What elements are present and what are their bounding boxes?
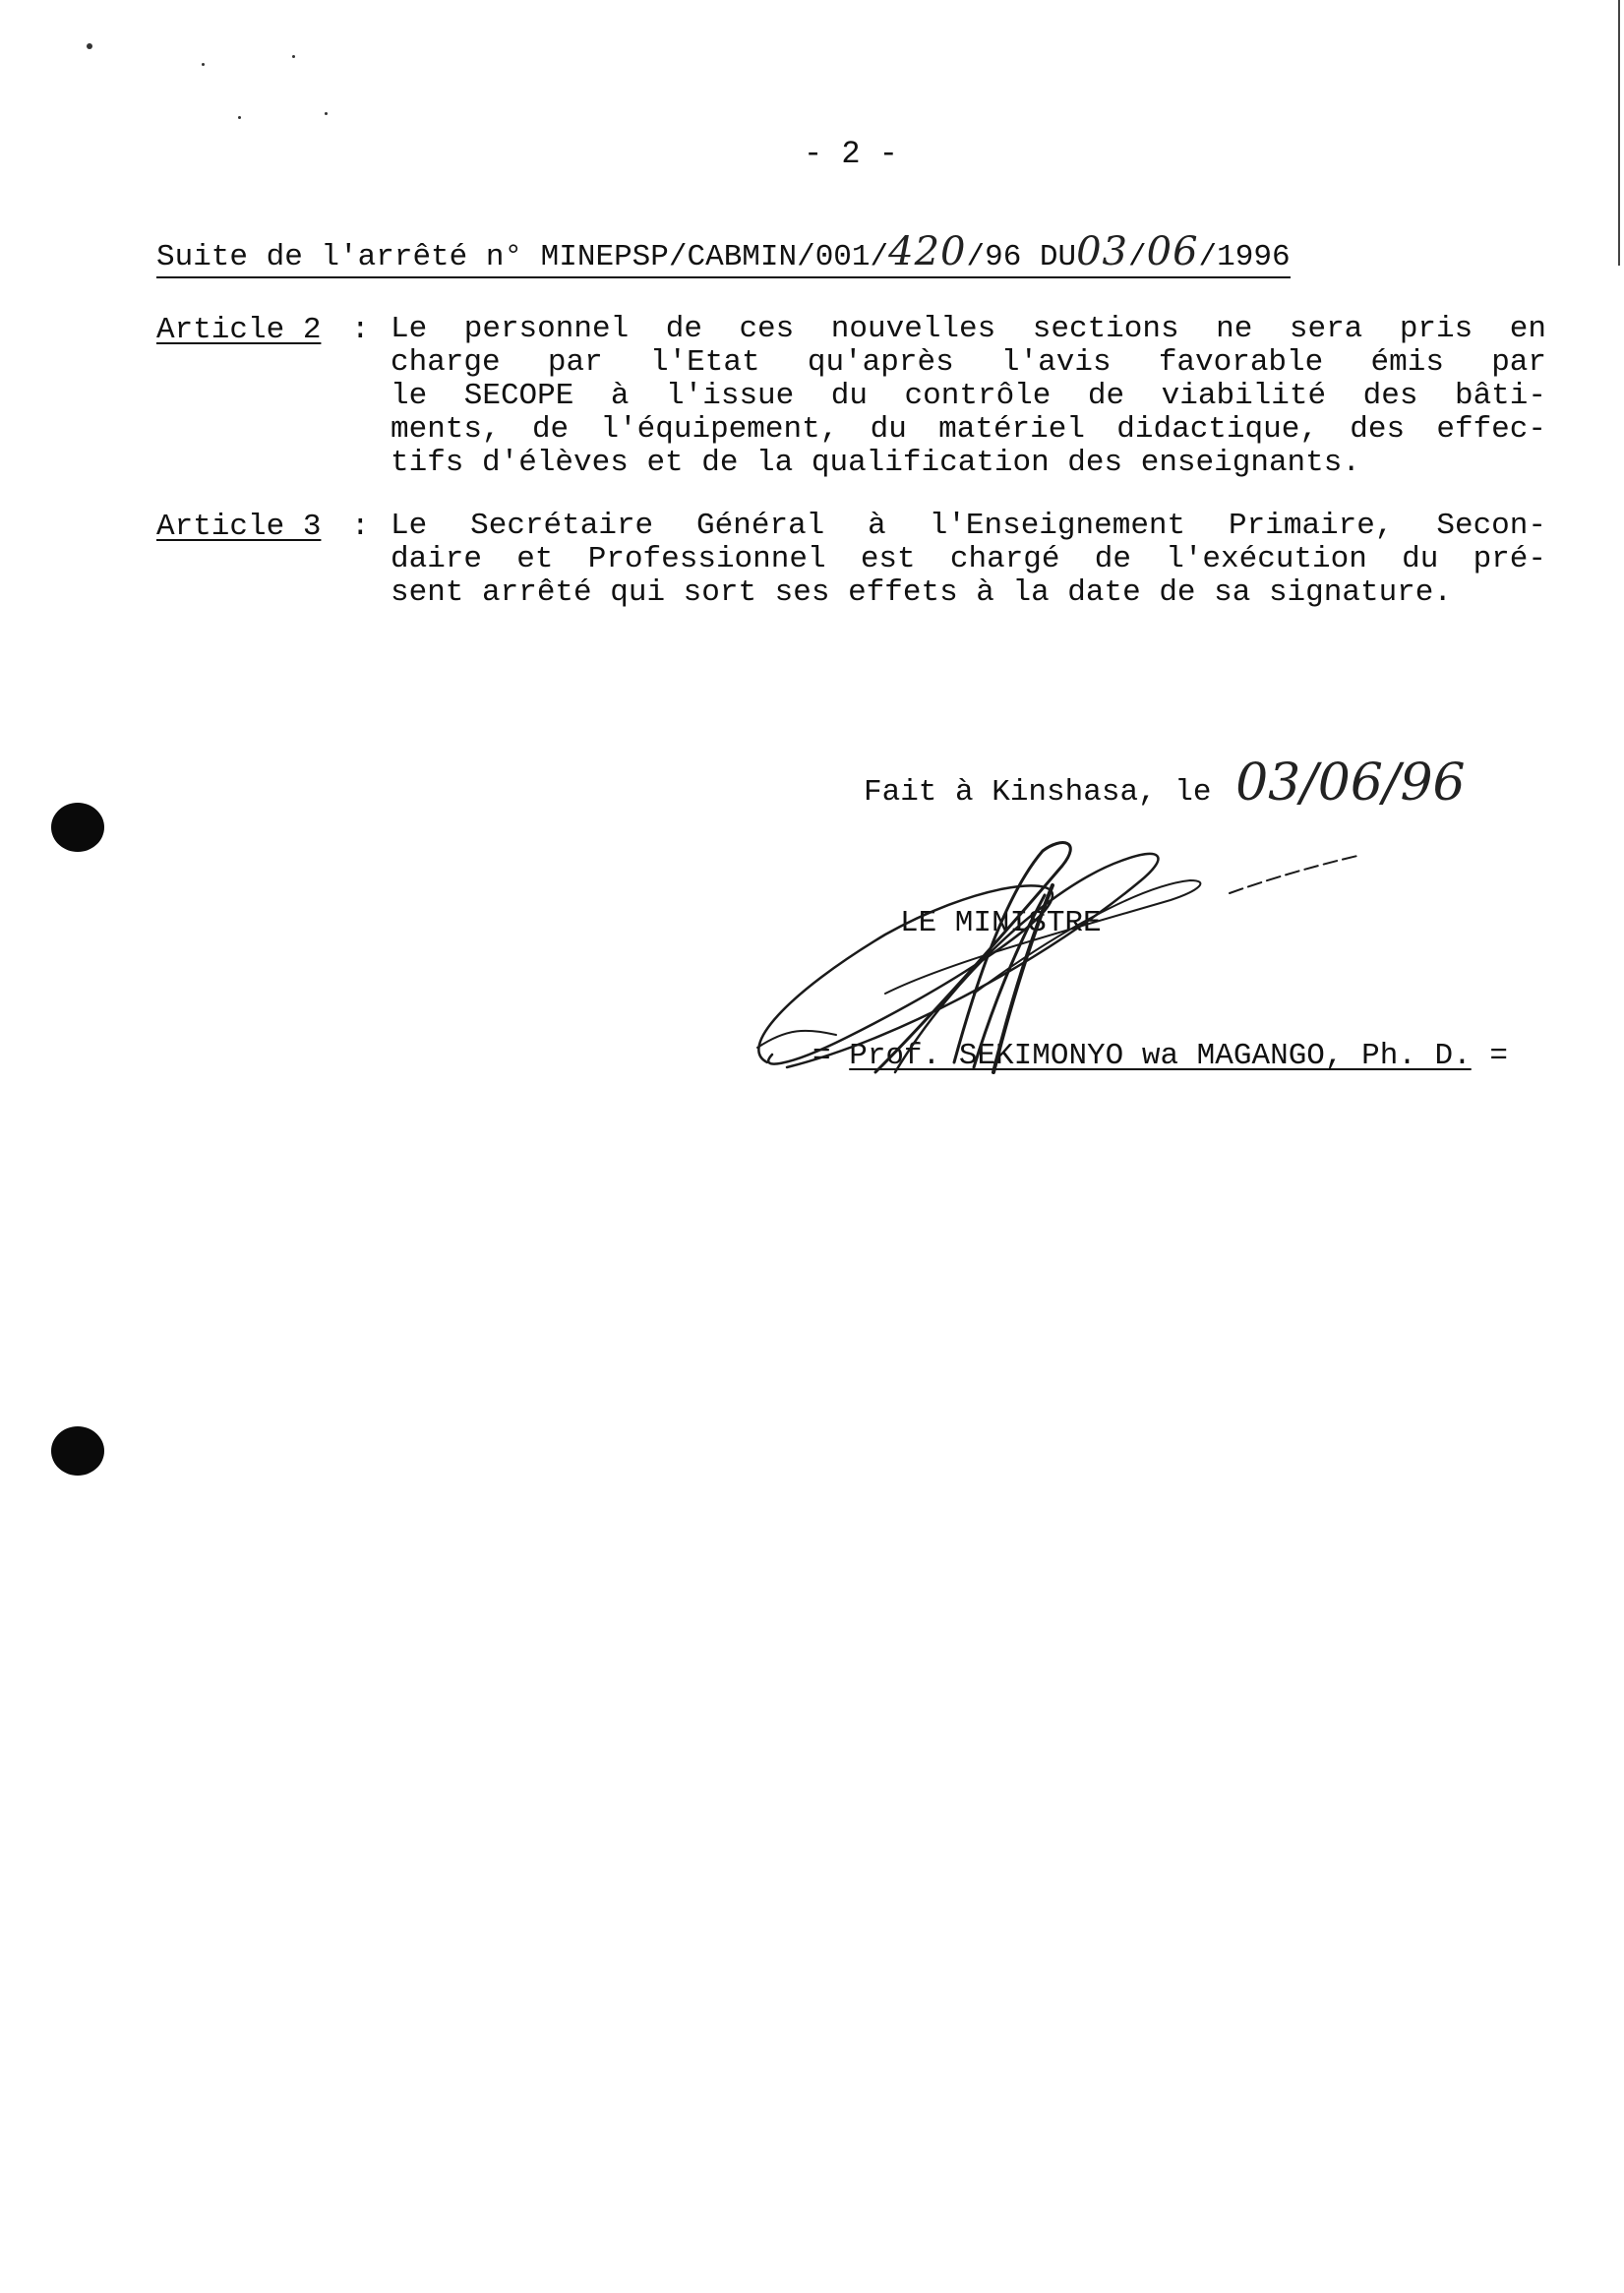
article-line: daire et Professionnel est chargé de l'exécution du pré- [391,542,1546,576]
article-line: Le personnel de ces nouvelles sections ne sera pris en [391,312,1546,346]
name-open-mark: = [812,1039,831,1073]
article-body [391,313,1546,480]
article-label: Article 2 [156,313,322,347]
article-body [391,510,1546,610]
article-line: tifs d'élèves et de la qualification des enseignants. [391,446,1360,480]
speck [87,43,92,49]
speck [292,55,295,58]
reference-handwritten-month: 06 [1146,229,1199,274]
place-and-date [864,754,1466,813]
reference-handwritten-day: 03 [1076,229,1129,274]
minister-title: LE MINISTRE [900,906,1102,940]
article-line: sent arrêté qui sort ses effets à la date de sa signature. [391,575,1452,610]
speck [325,112,328,115]
page-number: - 2 - [803,136,898,172]
punch-hole [51,803,104,852]
speck [238,116,241,119]
article-line: ments, de l'équipement, du matériel didactique, des effec- [391,412,1546,447]
reference-year: /1996 [1198,240,1291,274]
reference-line [156,229,1291,278]
handwritten-date: 03/06/96 [1235,754,1466,813]
article-line: Le Secrétaire Général à l'Enseignement Primaire, Secon- [391,509,1546,543]
handwritten-signature [728,826,1377,1082]
article-label: Article 3 [156,510,322,544]
minister-name: Prof. SEKIMONYO wa MAGANGO, Ph. D. [849,1039,1472,1073]
article-separator: : [351,510,370,544]
speck [202,63,205,66]
article-line: le SECOPE à l'issue du contrôle de viabilité des bâti- [391,379,1546,413]
reference-handwritten-number: 420 [888,229,967,274]
article-separator: : [351,313,370,347]
article-line: charge par l'Etat qu'après l'avis favorable émis par [391,345,1546,380]
page-edge-mark [1618,0,1620,266]
reference-prefix: Suite de l'arrêté n° MINEPSP/CABMIN/001/ [156,240,889,274]
place-prefix: Fait à Kinshasa, le [864,775,1212,810]
reference-middle: /96 DU [966,240,1077,274]
name-close-mark: = [1489,1039,1508,1073]
reference-slash: / [1128,240,1147,274]
punch-hole [51,1426,104,1476]
